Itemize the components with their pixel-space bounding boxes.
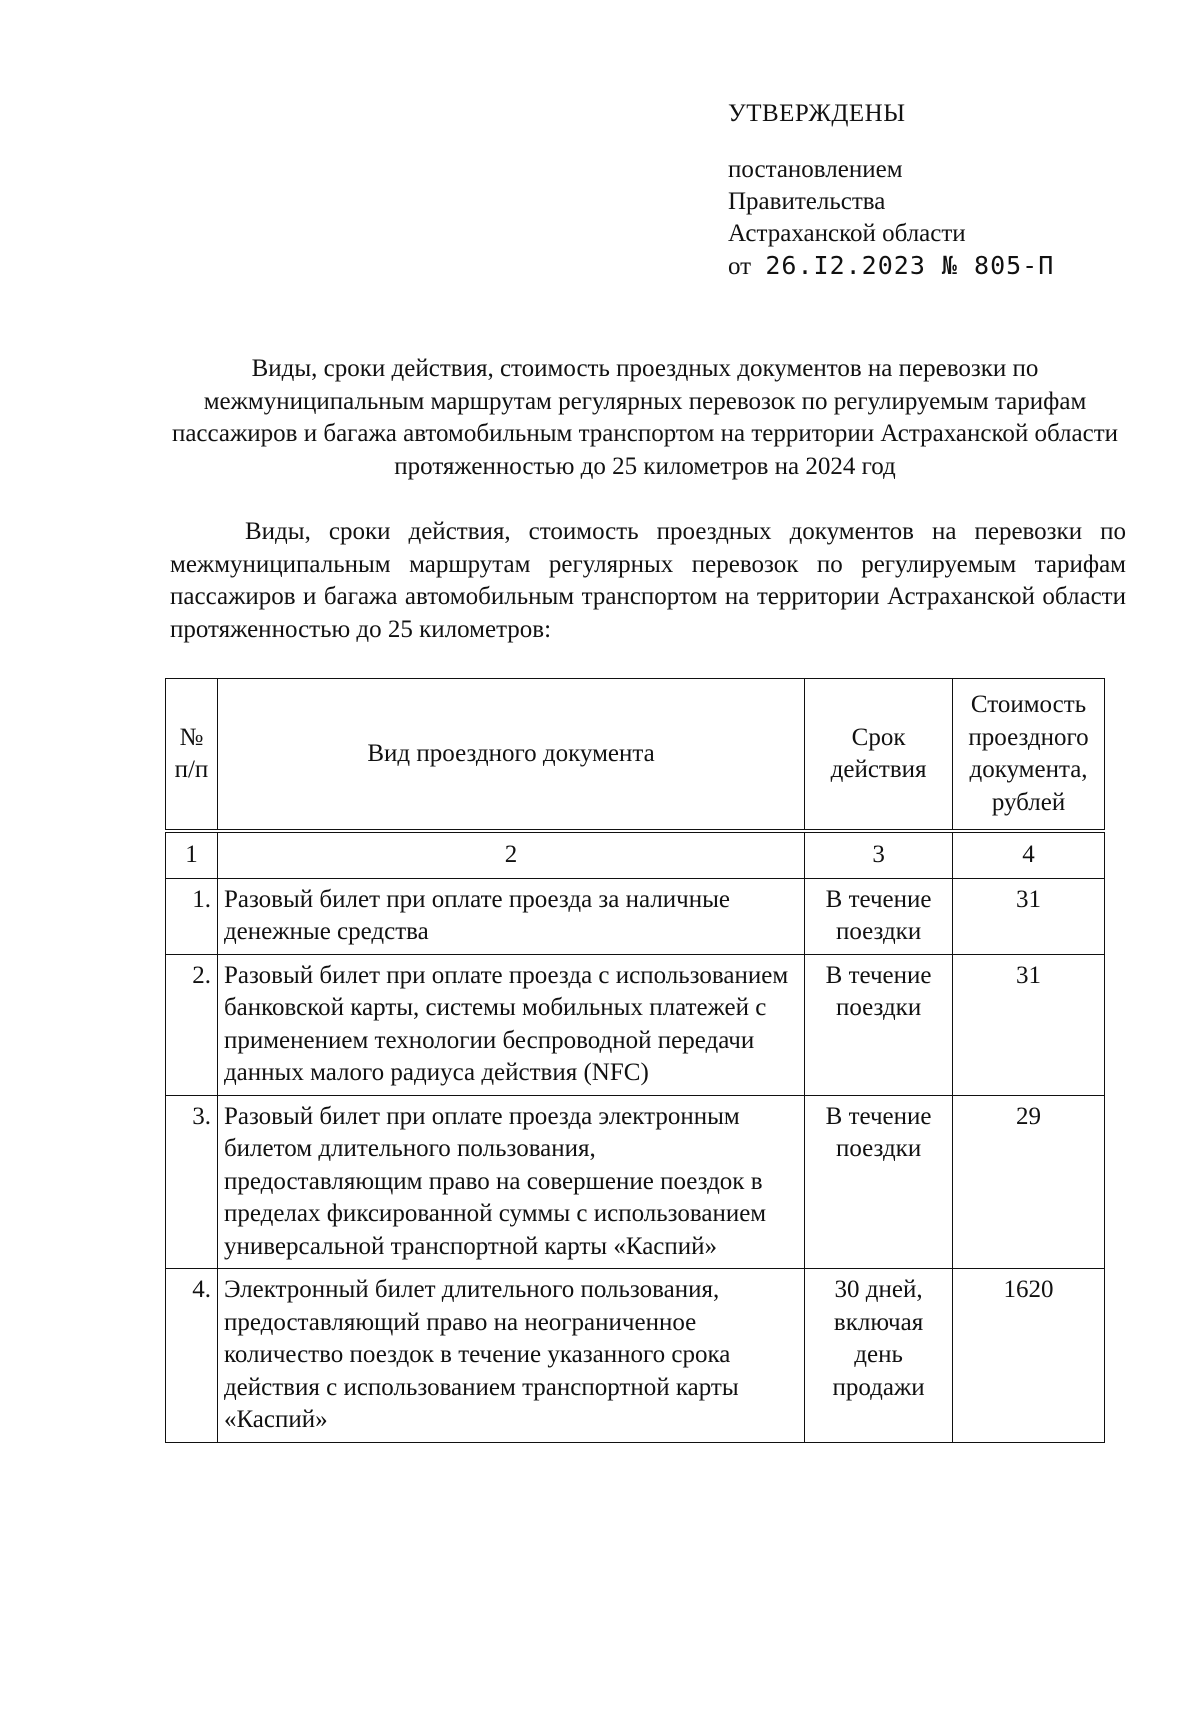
row-document-type: Разовый билет при оплате проезда с использованием банковской карты, системы мобильных платежей с применением технологии беспроводной передачи данных малого радиуса действия (NFC)	[217, 954, 804, 1095]
row-number: 4.	[166, 1269, 218, 1443]
fares-table	[165, 678, 1105, 1443]
column-number: 2	[217, 831, 804, 878]
row-price: 1620	[953, 1269, 1105, 1443]
row-price: 31	[953, 878, 1105, 954]
approval-line-2: Правительства	[728, 188, 886, 215]
header-document-type: Вид проездного документа	[217, 679, 804, 832]
row-number: 2.	[166, 954, 218, 1095]
table-header-row	[166, 679, 1105, 832]
row-number: 3.	[166, 1095, 218, 1269]
column-number: 4	[953, 831, 1105, 878]
table-row	[166, 1269, 1105, 1443]
column-number: 3	[805, 831, 953, 878]
row-number: 1.	[166, 878, 218, 954]
table-row	[166, 954, 1105, 1095]
row-validity: В течение поездки	[805, 954, 953, 1095]
approval-heading: УТВЕРЖДЕНЫ	[728, 100, 906, 127]
intro-paragraph: Виды, сроки действия, стоимость проездных документов на перевозки по межмуниципальным маршрутам регулярных перевозок по регулируемым тарифам пассажиров и багажа автомобильным транспортом на территории Астраханской области протяженностью до 25 километров:	[170, 518, 1126, 643]
approval-line-1: постановлением	[728, 156, 903, 183]
column-number: 1	[166, 831, 218, 878]
row-validity: В течение поездки	[805, 1095, 953, 1269]
approval-date-line	[728, 250, 1054, 283]
approval-date: 26.I2.2023 № 805-П	[765, 251, 1055, 280]
header-validity: Срок действия	[805, 679, 953, 832]
header-price: Стоимость проездного документа, рублей	[953, 679, 1105, 832]
table-row	[166, 1095, 1105, 1269]
row-price: 29	[953, 1095, 1105, 1269]
approval-line-3: Астраханской области	[728, 220, 966, 247]
table-row	[166, 878, 1105, 954]
approval-date-prefix: от	[728, 253, 752, 280]
row-document-type: Разовый билет при оплате проезда за наличные денежные средства	[217, 878, 804, 954]
document-title: Виды, сроки действия, стоимость проездных документов на перевозки по межмуниципальным маршрутам регулярных перевозок по регулируемым тарифам пассажиров и багажа автомобильным транспортом на территории Астраханской области протяженностью до 25 километров на 2024 год	[171, 355, 1119, 480]
column-number-row	[166, 831, 1105, 878]
row-document-type: Разовый билет при оплате проезда электронным билетом длительного пользования, предоставляющим право на совершение поездок в пределах фиксированной суммы с использованием универсальной транспортной карты «Каспий»	[217, 1095, 804, 1269]
header-number: № п/п	[166, 679, 218, 832]
row-price: 31	[953, 954, 1105, 1095]
row-validity: 30 дней, включая день продажи	[805, 1269, 953, 1443]
row-validity: В течение поездки	[805, 878, 953, 954]
row-document-type: Электронный билет длительного пользования, предоставляющий право на неограниченное количество поездок в течение указанного срока действия с использованием транспортной карты «Каспий»	[217, 1269, 804, 1443]
approval-stamp	[728, 98, 1054, 283]
